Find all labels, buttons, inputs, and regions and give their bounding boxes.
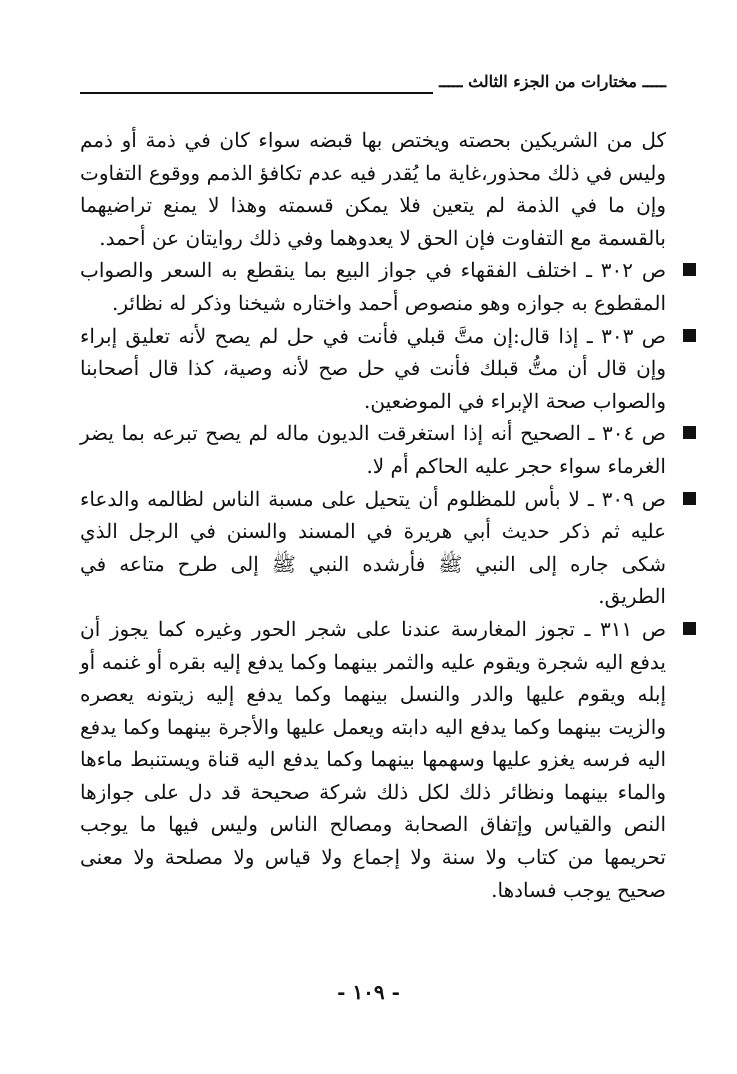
item-text: لا بأس للمظلوم أن يتحيل على مسبة الناس لظالمه والدعاء عليه ثم ذكر حديث أبي هريرة في المسند والسنن في الرجل الذي شكى جاره إلى النبي ﷺ فأرشده النبي ﷺ إلى طرح متاعه في الطريق.	[80, 486, 667, 609]
page-reference: ص ٣١١ ـ	[574, 616, 666, 641]
intro-paragraph: كل من الشريكين بحصته ويختص بها قبضه سواء كان في ذمة أو ذمم وليس في ذلك محذور،غاية ما يُقدر فيه عدم تكافؤ الذمم ووقوع التفاوت وإن ما في الذمة لم يتعين فلا يمكن قسمته وهذا لا يمنع تراضيهما بالقسمة مع التفاوت فإن الحق لا يعدوهما وفي ذلك روايتان عن أحمد.	[80, 128, 666, 250]
page-number: - ١٠٩ -	[337, 980, 400, 1004]
list-item	[80, 320, 666, 418]
square-bullet-icon	[683, 426, 696, 439]
item-text: الصحيح أنه إذا استغرقت الديون ماله لم يصح تبرعه بما يضر الغرماء سواء حجر عليه الحاكم أم لا.	[80, 421, 666, 478]
list-item	[80, 613, 666, 906]
list-item	[80, 483, 666, 613]
item-text: اختلف الفقهاء في جواز البيع بما ينقطع به السعر والصواب المقطوع به جوازه وهو منصوص أحمد واختاره شيخنا وذكر له نظائر.	[80, 258, 666, 315]
page-body	[80, 124, 666, 906]
square-bullet-icon	[683, 329, 696, 342]
square-bullet-icon	[683, 492, 696, 505]
square-bullet-icon	[683, 263, 696, 276]
page-reference: ص ٣٠٢ ـ	[577, 258, 667, 283]
square-bullet-icon	[683, 622, 696, 635]
item-text: إذا قال:إن متَّ قبلي فأنت في حل لم يصح لأنه تعليق إبراء وإن قال أن متُّ قبلك فأنت في حل صح لأنه وصية، كذا قال أصحابنا والصواب صحة الإبراء في الموضعين.	[80, 323, 666, 413]
page-reference: ص ٣٠٣ ـ	[578, 323, 666, 348]
list-item	[80, 417, 666, 482]
page-reference: ص ٣٠٩ ـ	[579, 486, 666, 511]
running-header	[80, 70, 666, 100]
page-reference: ص ٣٠٤ ـ	[580, 421, 666, 446]
running-header-title: ـــــ مختارات من الجزء الثالث ـــــ	[433, 70, 666, 94]
list-item	[80, 254, 666, 319]
item-text: تجوز المغارسة عندنا على شجر الحور وغيره كما يجوز أن يدفع اليه شجرة ويقوم عليه والثمر بينهما وكما يدفع إليه بقره أو غنمه أو إبله ويقوم عليها والدر والنسل بينهما وكما يدفع إليه زيتونه يعصره والزيت بينهما وكما يدفع اليه دابته ويعمل عليها والأجرة بينهما وكما يدفع اليه فرسه يغزو عليها وسهمها بينهما وكما يدفع اليه قناة ويستنبط ماءها والماء بينهما ونظائر ذلك لكل ذلك شركة صحيحة قد دل على جوازها النص والقياس وإتفاق الصحابة ومصالح الناس وليس فيها ما يوجب تحريمها من كتاب ولا سنة ولا إجماع ولا قياس ولا مصلحة ولا معنى صحيح يوجب فسادها.	[80, 616, 666, 902]
